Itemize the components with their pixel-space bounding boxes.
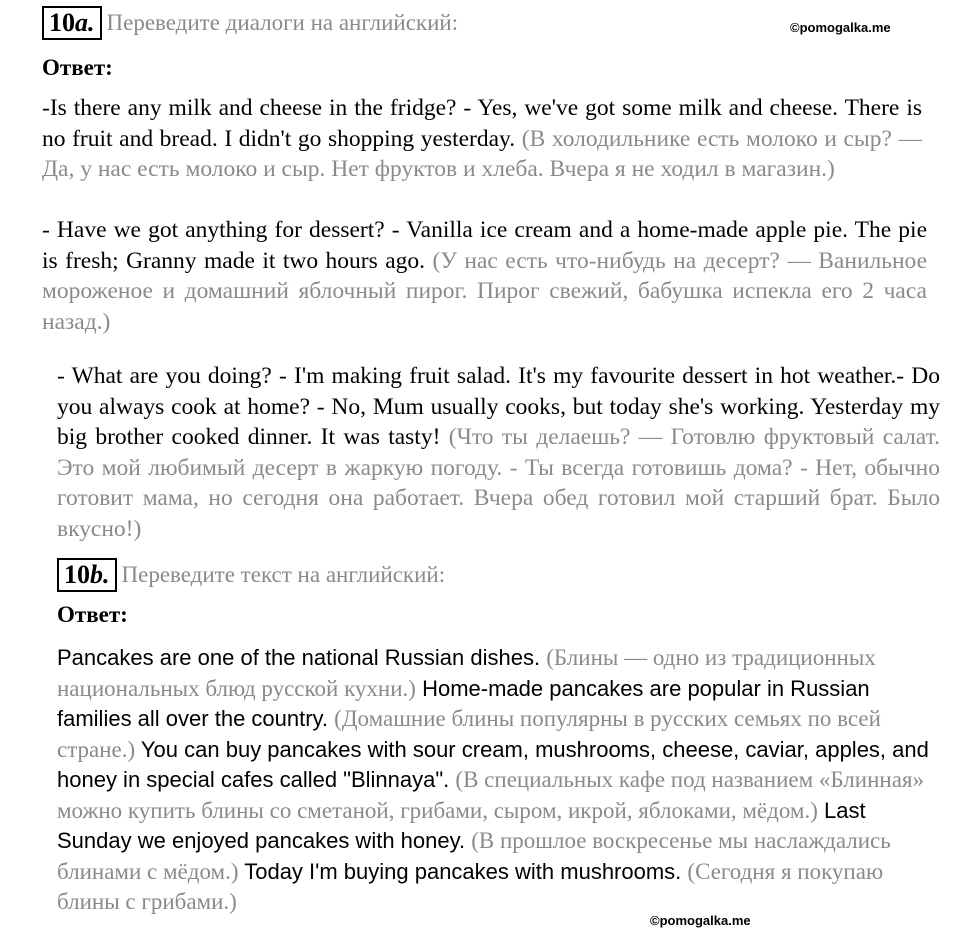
segment-3-english: You can buy pancakes with sour cream, mushrooms, cheese, caviar, apples, and honey in special cafes called "Blinnaya".: [57, 736, 929, 792]
dialog-1-translation: (В холодильнике есть молоко и сыр? — Да, у нас есть молоко и сыр. Нет фруктов и хлеба. Вчера я не ходил в магазин.): [42, 125, 922, 182]
task-instruction: Переведите текст на английский:: [121, 562, 446, 587]
task-10b-header: [57, 558, 445, 592]
answer-label: Ответ:: [42, 55, 113, 80]
dialog-2-english: - Have we got anything for dessert? - Vanilla ice cream and a home-made apple pie. The pie is fresh; Granny made it two hours ago.: [42, 217, 927, 274]
watermark: ©pomogalka.me: [790, 20, 891, 35]
task-number-badge: 10b.: [57, 558, 117, 592]
dialog-1-english: -Is there any milk and cheese in the fridge? - Yes, we've got some milk and cheese. There is no fruit and bread. I didn't go shopping yesterday.: [42, 95, 922, 152]
segment-1-translation: (Блины — одно из традиционных национальных блюд русской кухни.): [57, 645, 876, 701]
dialog-2-translation: (У нас есть что-нибудь на десерт? — Ванильное мороженое и домашний яблочный пирог. Пирог свежий, бабушка испекла его 2 часа назад.): [42, 247, 928, 335]
segment-2-english: Home-made pancakes are popular in Russian families all over the country.: [57, 675, 870, 731]
segment-2-translation: (Домашние блины популярны в русских семьях по всей стране.): [57, 706, 881, 762]
task-number-badge: 10a.: [42, 6, 102, 40]
segment-4-english: Last Sunday we enjoyed pancakes with honey.: [57, 797, 866, 853]
segment-5-translation: (Сегодня я покупаю блины с грибами.): [57, 858, 884, 914]
answer-label: Ответ:: [57, 602, 128, 627]
watermark: ©pomogalka.me: [650, 913, 751, 928]
segment-3-translation: (В специальных кафе под названием «Блинная» можно купить блины со сметаной, грибами, сыром, икрой, яблоками, мёдом.): [57, 767, 924, 823]
dialog-3-translation: (Что ты делаешь? — Готовлю фруктовый салат. Это мой любимый десерт в жаркую погоду. - Ты всегда готовишь дома? - Нет, обычно готовит мама, но сегодня она работает. Вчера обед готовил мой старший брат. Было вкусно!): [57, 424, 940, 542]
pancakes-text: [57, 643, 942, 918]
task-instruction: Переведите диалоги на английский:: [106, 10, 459, 35]
dialog-3: [57, 361, 940, 544]
task-10a-header: [42, 6, 458, 40]
dialog-3-english: - What are you doing? - I'm making fruit salad. It's my favourite dessert in hot weather.- Do you always cook at home? - No, Mum usually cooks, but today she's working. Yesterday my big brother cooked dinner. It was tasty!: [57, 363, 940, 450]
segment-4-translation: (В прошлое воскресенье мы наслаждались блинами с мёдом.): [57, 828, 891, 884]
dialog-2: [42, 215, 927, 337]
segment-5-english: Today I'm buying pancakes with mushrooms.: [244, 858, 682, 884]
segment-1-english: Pancakes are one of the national Russian dishes.: [57, 645, 541, 670]
dialog-1: [42, 93, 922, 185]
